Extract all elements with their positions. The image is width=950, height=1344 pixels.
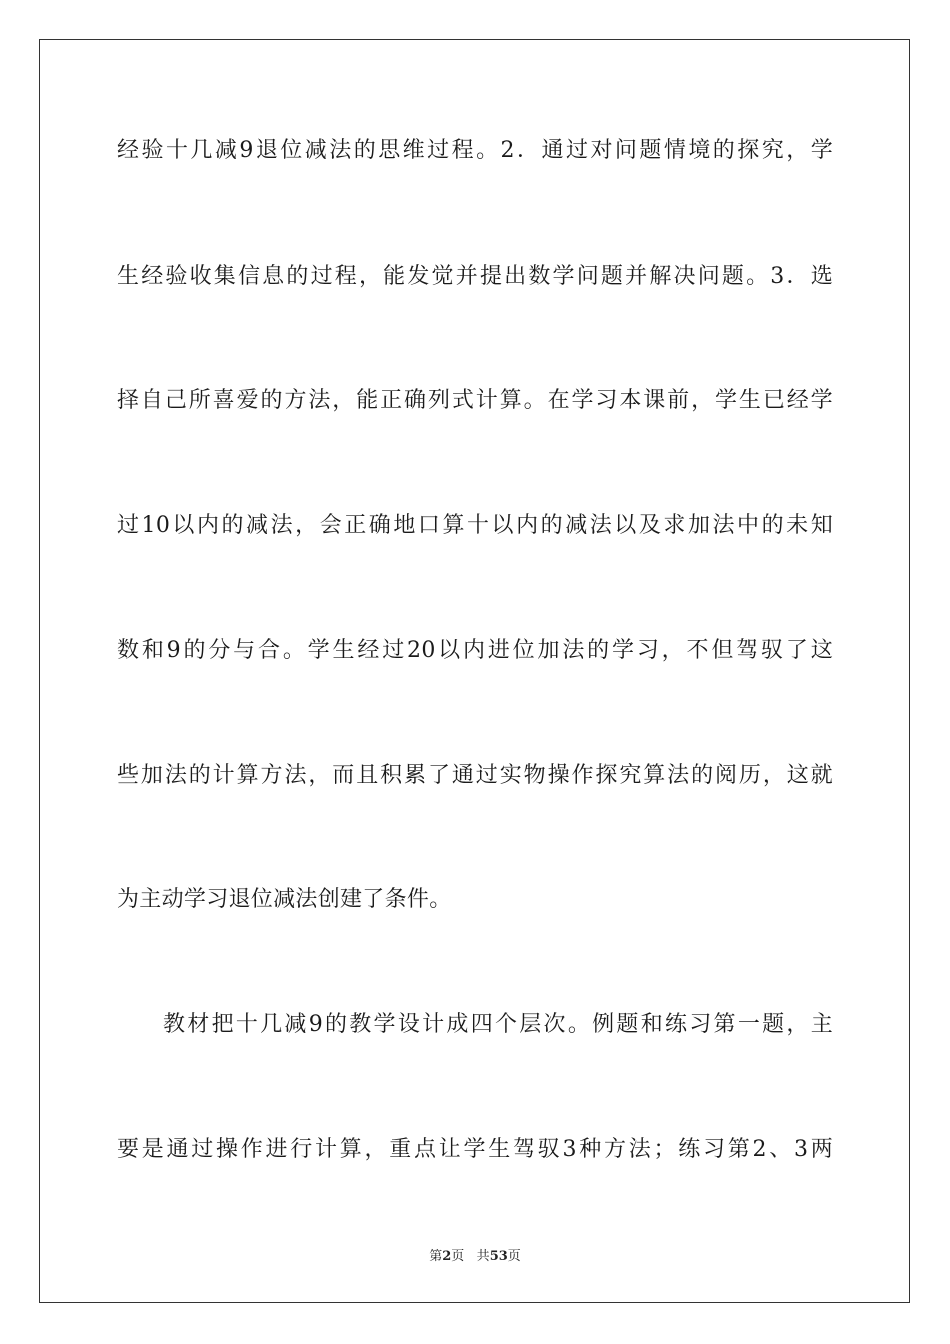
paragraph-line: 经验十几减9退位减法的思维过程。2．通过对问题情境的探究，学 [117, 138, 833, 163]
paragraph-line: 为主动学习退位减法创建了条件。 [117, 887, 452, 912]
paragraph-line: 择自己所喜爱的方法，能正确列式计算。在学习本课前，学生已经学 [117, 388, 833, 413]
page-footer [0, 1248, 950, 1266]
total-pages: 53 [489, 1249, 508, 1264]
page-number: 2 [442, 1249, 452, 1264]
paragraph-line: 些加法的计算方法，而且积累了通过实物操作探究算法的阅历，这就 [117, 763, 833, 788]
paragraph-line: 教材把十几减9的教学设计成四个层次。例题和练习第一题，主 [163, 1012, 833, 1037]
paragraph-line: 生经验收集信息的过程，能发觉并提出数学问题并解决问题。3．选 [117, 264, 833, 289]
page-label-prefix: 第 [429, 1249, 443, 1264]
page-label-suffix: 页 [451, 1249, 465, 1264]
paragraph-line: 数和9的分与合。学生经过20以内进位加法的学习，不但驾驭了这 [117, 638, 833, 663]
page-border [39, 39, 910, 1303]
total-label-suffix: 页 [507, 1249, 521, 1264]
paragraph-line: 过10以内的减法，会正确地口算十以内的减法以及求加法中的未知 [117, 513, 833, 538]
total-label-prefix: 共 [476, 1249, 490, 1264]
paragraph-line: 要是通过操作进行计算，重点让学生驾驭3种方法；练习第2、3两 [117, 1137, 833, 1162]
